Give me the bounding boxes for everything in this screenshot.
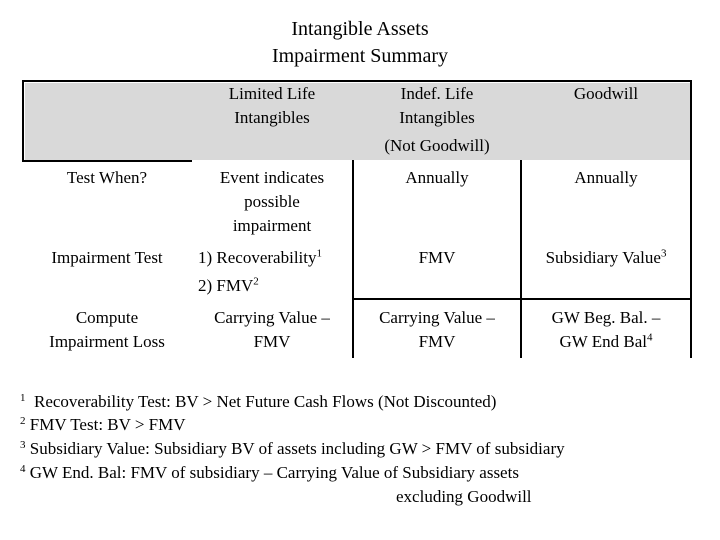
footnote-3-mark: 3 bbox=[20, 439, 26, 451]
row-compute-loss-label-line-1: Compute bbox=[75, 308, 139, 327]
header-goodwill bbox=[522, 82, 690, 106]
row-compute-loss-limited bbox=[192, 306, 352, 354]
footnote-ref-3: 3 bbox=[660, 247, 667, 260]
header-limited-life-line-1: Limited Life bbox=[228, 84, 316, 103]
row-test-when-label bbox=[22, 166, 192, 190]
header-bottom-border bbox=[22, 160, 192, 162]
footnote-1 bbox=[20, 390, 496, 414]
gw-end-bal-text: GW End Bal bbox=[559, 332, 647, 351]
footnote-1-mark: 1 bbox=[20, 392, 26, 404]
row-test-when-indefinite-text: Annually bbox=[405, 168, 469, 187]
row-compute-loss-limited-line-2: FMV bbox=[253, 332, 291, 351]
impairment-table bbox=[22, 80, 692, 358]
header-limited-life bbox=[192, 82, 352, 130]
impairment-test-bottom-border bbox=[352, 298, 692, 300]
row-test-when-label-text: Test When? bbox=[66, 168, 148, 187]
row-test-when-limited bbox=[192, 166, 352, 238]
row-impairment-test-goodwill-line bbox=[522, 246, 690, 270]
footnote-ref-4: 4 bbox=[647, 331, 653, 344]
row-test-when-limited-line-3: impairment bbox=[232, 216, 312, 235]
footnote-1-text: Recoverability Test: BV > Net Future Cash Flows (Not Discounted) bbox=[34, 392, 497, 411]
header-indefinite-life-line-3: (Not Goodwill) bbox=[384, 136, 490, 155]
row-impairment-test-label bbox=[22, 246, 192, 270]
title-line-1: Intangible Assets bbox=[291, 18, 429, 40]
row-compute-loss-goodwill-line-2 bbox=[522, 330, 690, 354]
row-compute-loss-indefinite-line-2: FMV bbox=[418, 332, 456, 351]
footnote-3 bbox=[20, 437, 565, 461]
row-impairment-test-indefinite bbox=[354, 246, 520, 270]
footnote-2-mark: 2 bbox=[20, 415, 26, 427]
fmv-text: 2) FMV bbox=[198, 276, 254, 295]
table-right-border bbox=[690, 80, 692, 358]
table-left-border bbox=[22, 80, 24, 162]
header-indefinite-life-line-1: Indef. Life bbox=[400, 84, 474, 103]
row-compute-loss-label-line-2: Impairment Loss bbox=[49, 332, 165, 351]
footnote-4-continuation bbox=[396, 485, 532, 509]
row-impairment-test-label-text: Impairment Test bbox=[51, 248, 163, 267]
row-compute-loss-goodwill-line-1: GW Beg. Bal. – bbox=[551, 308, 661, 327]
footnote-4-text: GW End. Bal: FMV of subsidiary – Carrying Value of Subsidiary assets bbox=[29, 463, 519, 482]
row-test-when-limited-line-1: Event indicates bbox=[219, 168, 325, 187]
header-indefinite-life-line-2: Intangibles bbox=[399, 108, 475, 127]
title-line-2: Impairment Summary bbox=[271, 45, 449, 67]
row-test-when-limited-line-2: possible bbox=[244, 192, 300, 211]
row-compute-loss-indefinite bbox=[354, 306, 520, 354]
row-impairment-test-goodwill bbox=[522, 246, 690, 270]
row-compute-loss-limited-line-1: Carrying Value – bbox=[214, 308, 330, 327]
row-compute-loss-goodwill bbox=[522, 306, 690, 354]
subsidiary-value-text: Subsidiary Value bbox=[545, 248, 661, 267]
row-impairment-test-limited bbox=[198, 246, 358, 298]
page-title bbox=[0, 16, 720, 70]
row-impairment-test-indefinite-text: FMV bbox=[418, 248, 456, 267]
footnote-4-mark: 4 bbox=[20, 463, 26, 475]
footnote-2 bbox=[20, 413, 186, 437]
footnote-4 bbox=[20, 461, 519, 485]
footnote-4-continuation-text: excluding Goodwill bbox=[396, 487, 532, 506]
footnote-ref-1: 1 bbox=[316, 247, 322, 260]
header-goodwill-label: Goodwill bbox=[573, 84, 639, 103]
row-test-when-goodwill-text: Annually bbox=[574, 168, 638, 187]
row-compute-loss-indefinite-line-1: Carrying Value – bbox=[379, 308, 495, 327]
row-test-when-goodwill bbox=[522, 166, 690, 190]
footnote-3-text: Subsidiary Value: Subsidiary BV of assets including GW > FMV of subsidiary bbox=[29, 439, 565, 458]
header-indefinite-life bbox=[354, 82, 520, 158]
row-impairment-test-limited-line-2 bbox=[198, 274, 358, 298]
footnote-ref-2: 2 bbox=[253, 275, 259, 288]
row-impairment-test-limited-line-1 bbox=[198, 246, 358, 270]
header-limited-life-line-2: Intangibles bbox=[234, 108, 310, 127]
header-label-shade bbox=[25, 83, 191, 160]
row-compute-loss-label bbox=[22, 306, 192, 354]
footnote-2-text: FMV Test: BV > FMV bbox=[29, 415, 186, 434]
row-test-when-indefinite bbox=[354, 166, 520, 190]
recoverability-text: 1) Recoverability bbox=[198, 248, 317, 267]
